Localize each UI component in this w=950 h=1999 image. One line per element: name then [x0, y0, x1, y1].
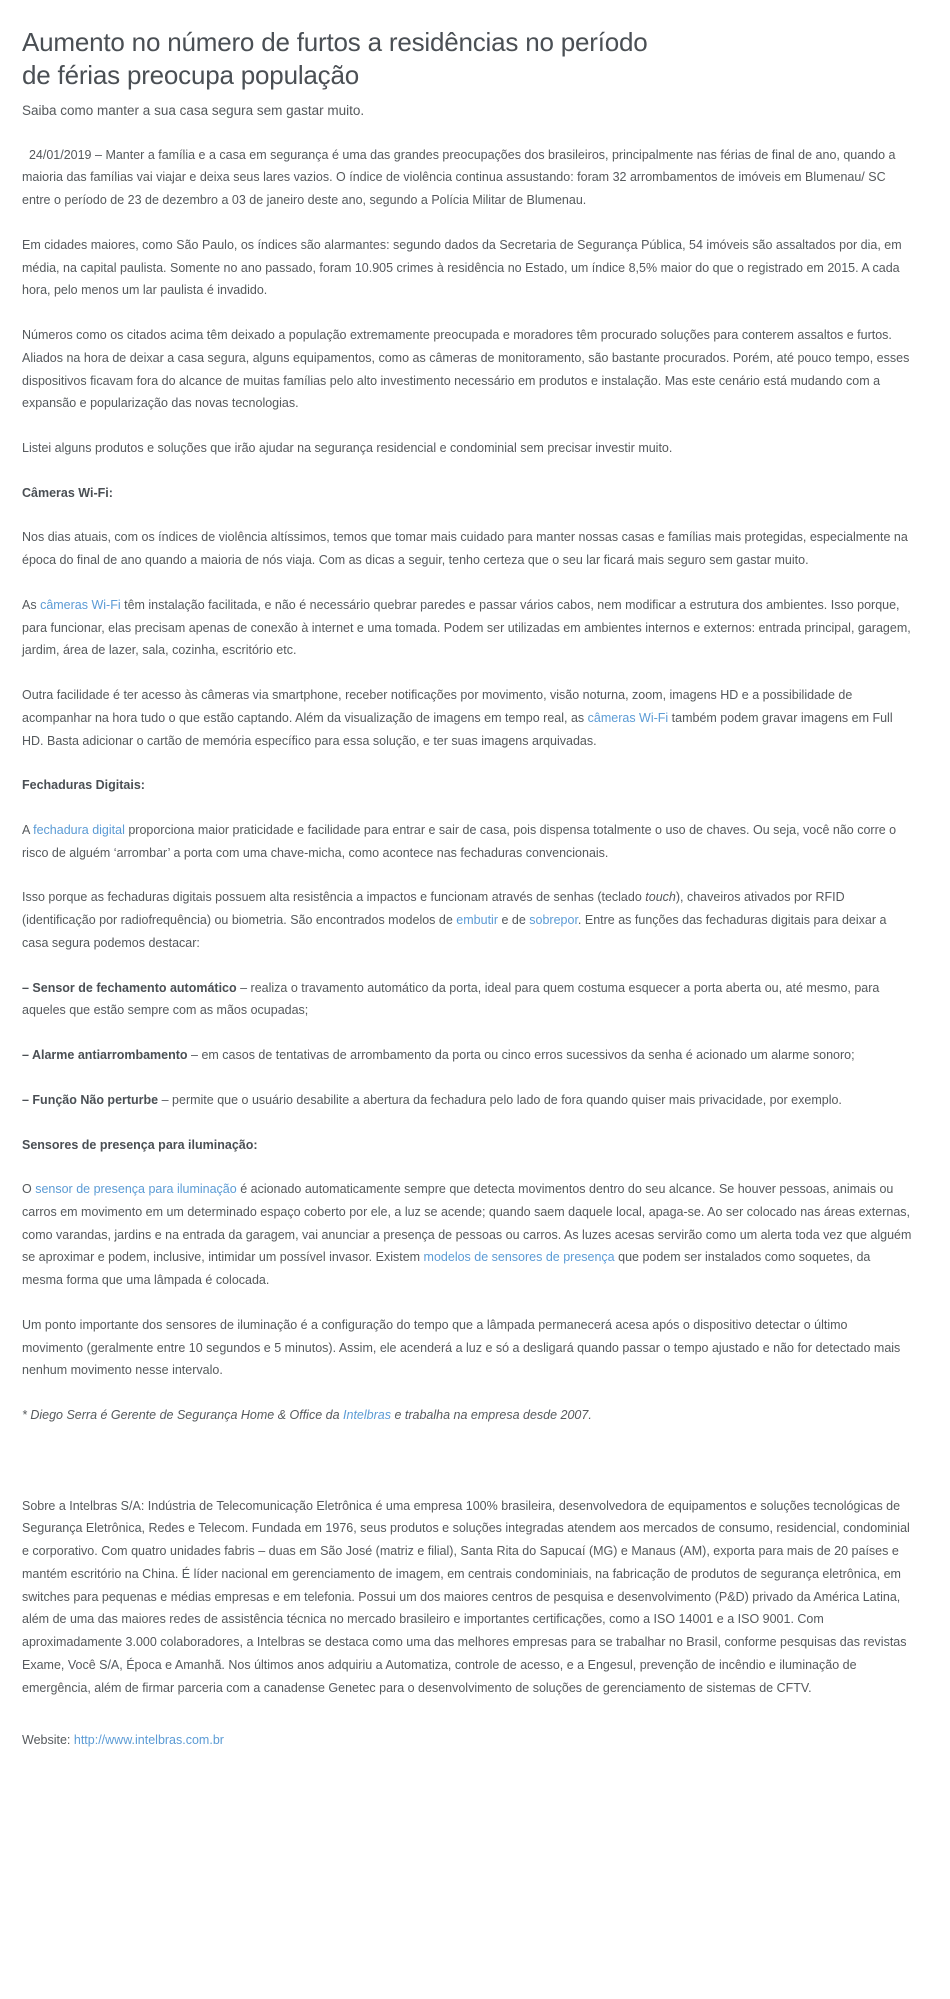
fechaduras-paragraph-2	[22, 886, 912, 954]
cameras-p3-pre: Outra facilidade é ter acesso às câmeras via smartphone, receber notificações por movimento, visão noturna, zoom, imagens HD e a possibilidade de acompanhar na hora tudo o que estão captando. Além da visualização de imagens em tempo real, as	[22, 688, 853, 725]
link-website-intelbras[interactable]: http://www.intelbras.com.br	[73, 1733, 224, 1748]
feature-1-text: – realiza o travamento automático da porta, ideal para quem costuma esquecer a porta aberta ou, até mesmo, para aqueles que estão sempre com as mãos ocupadas;	[22, 980, 880, 1018]
paragraph-3: Números como os citados acima têm deixado a população extremamente preocupada e moradores têm procurado soluções para conterem assaltos e furtos. Aliados na hora de deixar a casa segura, alguns equipamentos, como as câmeras de monitoramento, são bastante procurados. Porém, até pouco tempo, esses dispositivos ficavam fora do alcance de muitas famílias pelo alto investimento necessário em produtos e instalação. Mas este cenário está mudando com a expansão e popularização das novas tecnologias.	[22, 328, 910, 411]
fechaduras-p1-post: proporciona maior praticidade e facilidade para entrar e sair de casa, pois dispensa totalmente o uso de chaves. Ou seja, você não corre o risco de alguém ‘arrombar’ a porta com uma chave-micha, como acontece nas fechaduras convencionais.	[22, 822, 897, 860]
fechaduras-p1-pre: A	[22, 822, 34, 837]
link-modelos-sensores-presenca[interactable]: modelos de sensores de presença	[423, 1250, 615, 1265]
page-title: Aumento no número de furtos a residências no período de férias preocupa população	[22, 27, 648, 91]
fechaduras-p2-italic: touch	[645, 890, 676, 905]
fechaduras-paragraph-1	[22, 819, 912, 865]
sensores-p1-pre: O	[22, 1182, 36, 1197]
feature-3-text: – permite que o usuário desabilite a abertura da fechadura pelo lado de fora quando quiser mais privacidade, por exemplo.	[158, 1092, 842, 1107]
website-line	[22, 1733, 928, 1747]
website-label: Website:	[22, 1733, 74, 1748]
feature-1-title: – Sensor de fechamento automático	[22, 980, 237, 995]
section-heading-sensores: Sensores de presença para iluminação:	[22, 1137, 258, 1152]
sensores-p1-post: que podem ser instalados como soquetes, da mesma forma que uma lâmpada é colocada.	[22, 1250, 871, 1288]
lead-paragraph	[22, 144, 912, 212]
link-fechadura-digital[interactable]: fechadura digital	[33, 822, 125, 837]
fechaduras-p2-d: . Entre as funções das fechaduras digitais para deixar a casa segura podemos destacar:	[22, 913, 887, 950]
sensores-paragraph-2: Um ponto importante dos sensores de iluminação é a configuração do tempo que a lâmpada permanecerá acesa após o dispositivo detectar o último movimento (geralmente entre 10 segundos e 5 minutos). Assim, ele acenderá a luz e só a desligará quando passar o tempo ajustado e não for detectado mais nenhum movimento nesse intervalo.	[22, 1317, 901, 1378]
section-spacer	[22, 1449, 928, 1495]
feature-alarme-antiarrombamento	[22, 1044, 912, 1067]
author-footnote	[22, 1404, 928, 1427]
feature-nao-perturbe	[22, 1089, 912, 1112]
feature-2-text: – em casos de tentativas de arrombamento da porta ou cinco erros sucessivos da senha é acionado um alarme sonoro;	[187, 1048, 855, 1063]
feature-2-title: – Alarme antiarrombamento	[22, 1048, 188, 1063]
fechaduras-p2-a: Isso porque as fechaduras digitais possuem alta resistência a impactos e funcionam através de senhas (teclado	[22, 890, 646, 905]
cameras-paragraph-2	[22, 594, 912, 662]
cameras-paragraph-3	[22, 684, 912, 752]
publish-date: 24/01/2019 –	[28, 147, 102, 162]
link-intelbras[interactable]: Intelbras	[343, 1408, 391, 1423]
fechaduras-p2-c: e de	[497, 913, 530, 928]
link-cameras-wifi-2[interactable]: câmeras Wi-Fi	[587, 710, 669, 725]
sensores-paragraph-1	[22, 1178, 912, 1292]
section-heading-fechaduras: Fechaduras Digitais:	[22, 778, 145, 793]
footnote-post: e trabalha na empresa desde 2007.	[390, 1408, 592, 1423]
section-heading-cameras: Câmeras Wi-Fi:	[22, 485, 113, 500]
link-sensor-presenca-iluminacao[interactable]: sensor de presença para iluminação	[35, 1182, 237, 1197]
paragraph-2: Em cidades maiores, como São Paulo, os índices são alarmantes: segundo dados da Secretaria de Segurança Pública, 54 imóveis são assaltados por dia, em média, na capital paulista. Somente no ano passado, foram 10.905 crimes à residência no Estado, um índice 8,5% maior do que o registrado em 2015. A cada hora, pelo menos um lar paulista é invadido.	[22, 237, 902, 298]
cameras-p2-post: têm instalação facilitada, e não é necessário quebrar paredes e passar vários cabos, nem modificar a estrutura dos ambientes. Isso porque, para funcionar, elas precisam apenas de conexão à internet e uma tomada. Podem ser utilizadas em ambientes internos e externos: entrada principal, garagem, jardim, área de lazer, sala, cozinha, escritório etc.	[22, 597, 911, 658]
feature-sensor-fechamento	[22, 977, 912, 1023]
link-embutir[interactable]: embutir	[456, 913, 498, 928]
sensores-p1-mid: é acionado automaticamente sempre que detecta movimentos dentro do seu alcance. Se houver pessoas, animais ou carros em movimento em um determinado espaço coberto por ele, a luz se acende; quando saem daquele local, apaga-se. Ao ser colocado nas áreas externas, como varandas, jardins e na entrada da garagem, vai anunciar a presença de pessoas ou carros. As luzes acesas servirão como um alerta toda vez que alguém se aproximar e podem, inclusive, intimidar um possível invasor. Existem	[22, 1182, 912, 1265]
paragraph-4: Listei alguns produtos e soluções que irão ajudar na segurança residencial e condominial sem precisar investir muito.	[22, 441, 673, 456]
cameras-paragraph-1: Nos dias atuais, com os índices de violência altíssimos, temos que tomar mais cuidado para manter nossas casas e famílias mais protegidas, especialmente na época do final de ano quando a maioria de nós viaja. Com as dicas a seguir, tenho certeza que o seu lar ficará mais seguro sem gastar muito.	[22, 530, 908, 568]
cameras-p2-pre: As	[22, 597, 41, 612]
footnote-pre: * Diego Serra é Gerente de Segurança Home & Office da	[22, 1408, 344, 1423]
article-subtitle: Saiba como manter a sua casa segura sem gastar muito.	[22, 102, 365, 118]
about-company: Sobre a Intelbras S/A: Indústria de Telecomunicação Eletrônica é uma empresa 100% brasileira, desenvolvedora de equipamentos e soluções tecnológicas de Segurança Eletrônica, Redes e Telecom. Fundada em 1976, seus produtos e soluções integradas atendem aos mercados de consumo, residencial, condominial e corporativo. Com quatro unidades fabris – duas em São José (matriz e filial), Santa Rita do Sapucaí (MG) e Manaus (AM), exporta para mais de 20 países e mantém escritório na China. É líder nacional em gerenciamento de imagem, em centrais condominiais, na fabricação de produtos de segurança eletrônica, em switches para pequenas e médias empresas e em telefonia. Possui um dos maiores centros de pesquisa e desenvolvimento (P&D) privado da América Latina, além de uma das maiores redes de assistência técnica no mercado brasileiro e importantes certificações, como a ISO 14001 e a ISO 9001. Com aproximadamente 3.000 colaboradores, a Intelbras se destaca como uma das melhores empresas para se trabalhar no Brasil, conforme pesquisas das revistas Exame, Você S/A, Época e Amanhã. Nos últimos anos adquiriu a Automatiza, controle de acesso, e a Engesul, prevenção de incêndio e iluminação de emergência, além de firmar parceria com a canadense Genetec para o desenvolvimento de soluções de gerenciamento de sistemas de CFTV.	[22, 1498, 910, 1695]
link-cameras-wifi-1[interactable]: câmeras Wi-Fi	[40, 597, 121, 612]
fechaduras-p2-b: ), chaveiros ativados por RFID (identificação por radiofrequência) ou biometria. São encontrados modelos de	[22, 890, 845, 928]
lead-paragraph-text: Manter a família e a casa em segurança é uma das grandes preocupações dos brasileiros, principalmente nas férias de final de ano, quando a maioria das famílias vai viajar e deixa seus lares vazios. O índice de violência continua assustando: foram 32 arrombamentos de imóveis em Blumenau/ SC entre o período de 23 de dezembro a 03 de janeiro deste ano, segundo a Polícia Militar de Blumenau.	[22, 147, 896, 208]
cameras-p3-post: também podem gravar imagens em Full HD. Basta adicionar o cartão de memória específico para essa solução, e ter suas imagens arquivadas.	[22, 710, 893, 748]
link-sobrepor[interactable]: sobrepor	[529, 913, 578, 928]
feature-3-title: – Função Não perturbe	[22, 1092, 159, 1107]
